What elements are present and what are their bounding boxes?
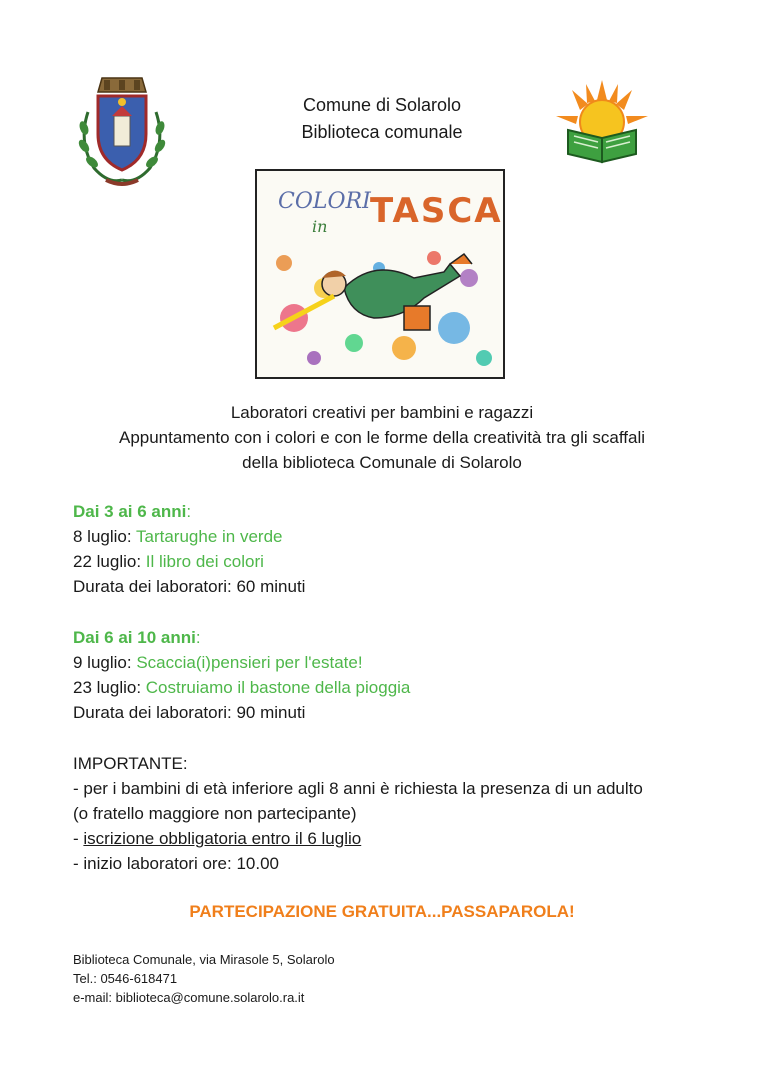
group-duration: Durata dei laboratori: 60 minuti — [73, 577, 306, 596]
poster-title-in: in — [312, 217, 328, 236]
group-duration: Durata dei laboratori: 90 minuti — [73, 703, 306, 722]
intro-line-3: della biblioteca Comunale di Solarolo — [242, 453, 522, 472]
header — [200, 92, 564, 146]
note-registration: - iscrizione obbligatoria entro il 6 luglio — [73, 829, 362, 848]
header-municipality: Comune di Solarolo — [302, 95, 462, 115]
footer-address: Biblioteca Comunale, via Mirasole 5, Solarolo — [73, 952, 335, 967]
group-heading: Dai 3 ai 6 anni: — [73, 502, 192, 521]
note-start-time: - inizio laboratori ore: 10.00 — [73, 854, 280, 873]
note-adult: - per i bambini di età inferiore agli 8 anni è richiesta la presenza di un adulto (o fratello maggiore non partecipante) — [73, 779, 643, 823]
header-library: Biblioteca comunale — [301, 122, 463, 142]
footer — [73, 950, 335, 1007]
footer-email: e-mail: biblioteca@comune.solarolo.ra.it — [73, 990, 305, 1005]
promo-banner: PARTECIPAZIONE GRATUITA...PASSAPAROLA! — [189, 902, 575, 921]
footer-phone: Tel.: 0546-618471 — [73, 971, 178, 986]
age-group-3-6 — [73, 499, 693, 599]
intro-line-2: Appuntamento con i colori e con le forme della creatività tra gli scaffali — [118, 428, 645, 447]
sun-book-logo-icon — [554, 80, 650, 164]
important-heading: IMPORTANTE: — [73, 754, 188, 773]
age-group-6-10 — [73, 625, 693, 725]
poster-title-tasca: TASCA — [370, 191, 503, 231]
poster-title-colori: COLORI — [278, 189, 371, 214]
municipal-crest-icon — [74, 72, 170, 194]
group-heading: Dai 6 ai 10 anni: — [73, 628, 201, 647]
schedule-item: 9 luglio: Scaccia(i)pensieri per l'estate! — [73, 653, 363, 672]
intro-line-1: Laboratori creativi per bambini e ragazzi — [230, 403, 534, 422]
poster-illustration — [254, 168, 506, 380]
schedule-item: 8 luglio: Tartarughe in verde — [73, 527, 283, 546]
important-notes — [73, 751, 653, 876]
intro — [40, 400, 724, 475]
schedule-item: 23 luglio: Costruiamo il bastone della pioggia — [73, 678, 411, 697]
schedule-item: 22 luglio: Il libro dei colori — [73, 552, 264, 571]
